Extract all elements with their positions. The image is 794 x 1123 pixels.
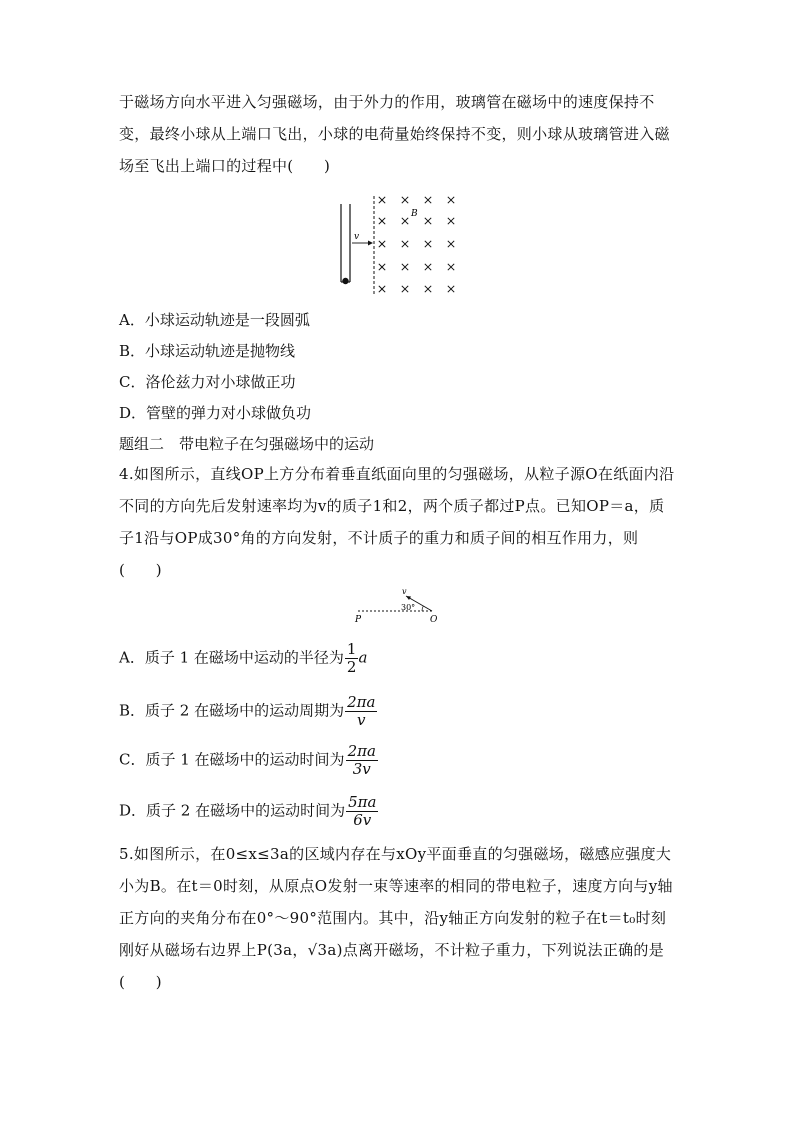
q4-option-d xyxy=(119,794,378,829)
q4-option-b xyxy=(119,694,377,729)
q4-option-c-text: C．质子 1 在磁场中的运动时间为 xyxy=(119,750,345,769)
q5-stem: 5.如图所示，在0≤x≤3a的区域内存在与xOy平面垂直的匀强磁场，磁感应强度大小为B。在t＝0时刻，从原点O发射一束等速率的相同的带电粒子，速度方向与y轴正方向的夹角分布在0°～90°范围内。其中，沿y轴正方向发射的粒子在t＝t₀时刻刚好从磁场右边界上P(3a，√3a)点离开磁场，不计粒子重力，下列说法正确的是( ) xyxy=(119,845,673,991)
q4-option-c-fraction: $\frac{2\pi a}{3v}$ xyxy=(347,742,376,778)
q4-option-a-tail: a xyxy=(358,648,368,667)
q3-stem: 于磁场方向水平进入匀强磁场，由于外力的作用，玻璃管在磁场中的速度保持不变，最终小球从上端口飞出，小球的电荷量始终保持不变，则小球从玻璃管进入磁场至飞出上端口的过程中( ) xyxy=(119,93,670,175)
q4-fig-label-v: v xyxy=(402,587,407,596)
q3-option-c: C．洛伦兹力对小球做正功 xyxy=(119,373,296,391)
q4-option-d-fraction: $\frac{5\pi a}{6v}$ xyxy=(348,793,377,829)
q3-figure xyxy=(330,190,470,300)
q4-figure xyxy=(350,585,445,627)
q4-option-d-text: D．质子 2 在磁场中的运动时间为 xyxy=(119,801,346,820)
q4-fig-label-angle: 30° xyxy=(401,603,416,612)
q4-option-a-text: A．质子 1 在磁场中运动的半径为 xyxy=(119,648,344,667)
q4-option-b-fraction: $\frac{2\pi a}{v}$ xyxy=(347,693,376,729)
q4-option-a-fraction: $\frac{1}{2}$ xyxy=(346,640,357,676)
q3-fig-label-B: B xyxy=(411,209,418,219)
q4-option-c xyxy=(119,743,378,778)
group2-heading: 题组二 带电粒子在匀强磁场中的运动 xyxy=(119,435,375,453)
q4-fig-label-o: O xyxy=(430,615,438,625)
q4-option-a xyxy=(119,641,367,676)
q3-option-b: B．小球运动轨迹是抛物线 xyxy=(119,342,296,360)
q4-option-b-text: B．质子 2 在磁场中的运动周期为 xyxy=(119,701,345,720)
q4-stem: 4.如图所示，直线OP上方分布着垂直纸面向里的匀强磁场，从粒子源O在纸面内沿不同的方向先后发射速率均为v的质子1和2，两个质子都过P点。已知OP＝a，质子1沿与OP成30°角的方向发射，不计质子的重力和质子间的相互作用力，则( ) xyxy=(119,465,675,579)
q3-fig-label-v: v xyxy=(354,232,360,242)
q3-option-a: A．小球运动轨迹是一段圆弧 xyxy=(119,311,310,329)
q3-option-d: D．管壁的弹力对小球做负功 xyxy=(119,404,312,422)
q4-fig-label-p: P xyxy=(355,615,362,625)
